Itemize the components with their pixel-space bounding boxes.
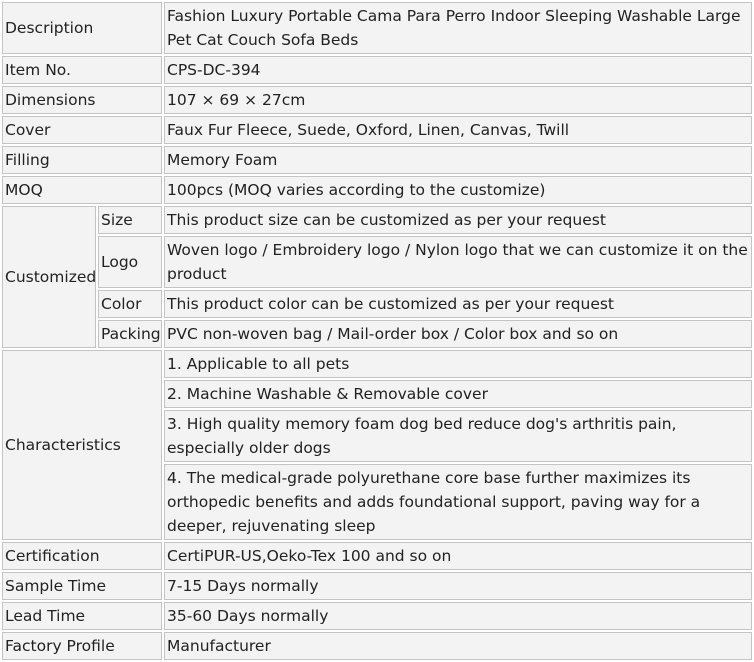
row-label-certification: Certification — [2, 542, 162, 570]
row-value-filling: Memory Foam — [164, 146, 752, 174]
row-label-sample-time: Sample Time — [2, 572, 162, 600]
row-label-item-no: Item No. — [2, 56, 162, 84]
table-row — [2, 86, 752, 114]
table-row — [2, 542, 752, 570]
row-label-cover: Cover — [2, 116, 162, 144]
table-row — [2, 236, 752, 288]
row-value-dimensions: 107 × 69 × 27cm — [164, 86, 752, 114]
sub-value-color: This product color can be customized as per your request — [164, 290, 752, 318]
sub-label-size: Size — [98, 206, 162, 234]
characteristic-item: 1. Applicable to all pets — [164, 350, 752, 378]
table-row — [2, 572, 752, 600]
row-label-characteristics: Characteristics — [2, 350, 162, 540]
table-row — [2, 146, 752, 174]
sub-label-packing: Packing — [98, 320, 162, 348]
table-row — [2, 320, 752, 348]
row-label-description: Description — [2, 2, 162, 54]
row-label-filling: Filling — [2, 146, 162, 174]
row-label-dimensions: Dimensions — [2, 86, 162, 114]
row-label-customized: Customized — [2, 206, 96, 348]
table-row — [2, 290, 752, 318]
table-row — [2, 602, 752, 630]
table-row — [2, 56, 752, 84]
row-label-moq: MOQ — [2, 176, 162, 204]
table-row — [2, 350, 752, 378]
table-row — [2, 632, 752, 660]
row-value-factory-profile: Manufacturer — [164, 632, 752, 660]
row-value-moq: 100pcs (MOQ varies according to the customize) — [164, 176, 752, 204]
characteristic-item: 3. High quality memory foam dog bed reduce dog's arthritis pain, especially older dogs — [164, 410, 752, 462]
sub-value-logo: Woven logo / Embroidery logo / Nylon logo that we can customize it on the product — [164, 236, 752, 288]
table-row — [2, 176, 752, 204]
row-value-sample-time: 7-15 Days normally — [164, 572, 752, 600]
row-label-factory-profile: Factory Profile — [2, 632, 162, 660]
row-label-lead-time: Lead Time — [2, 602, 162, 630]
sub-label-logo: Logo — [98, 236, 162, 288]
sub-value-size: This product size can be customized as per your request — [164, 206, 752, 234]
sub-value-packing: PVC non-woven bag / Mail-order box / Color box and so on — [164, 320, 752, 348]
row-value-cover: Faux Fur Fleece, Suede, Oxford, Linen, Canvas, Twill — [164, 116, 752, 144]
table-row — [2, 206, 752, 234]
row-value-description: Fashion Luxury Portable Cama Para Perro Indoor Sleeping Washable Large Pet Cat Couch Sofa Beds — [164, 2, 752, 54]
row-value-lead-time: 35-60 Days normally — [164, 602, 752, 630]
table-row — [2, 116, 752, 144]
sub-label-color: Color — [98, 290, 162, 318]
table-row — [2, 2, 752, 54]
characteristic-item: 4. The medical-grade polyurethane core base further maximizes its orthopedic benefits and adds foundational support, paving way for a deeper, rejuvenating sleep — [164, 464, 752, 540]
row-value-certification: CertiPUR-US,Oeko-Tex 100 and so on — [164, 542, 752, 570]
characteristic-item: 2. Machine Washable & Removable cover — [164, 380, 752, 408]
row-value-item-no: CPS-DC-394 — [164, 56, 752, 84]
